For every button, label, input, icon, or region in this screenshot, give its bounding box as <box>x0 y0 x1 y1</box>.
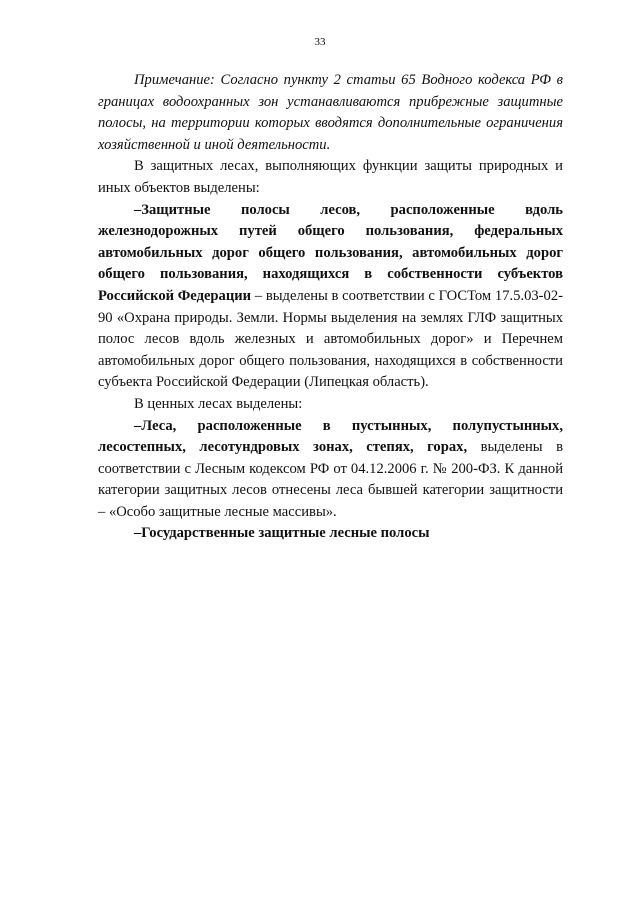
valuable-item-title: –Леса, расположенные в пустынных, полупустынных, лесостепных, лесотундровых зонах, степях, горах, <box>98 417 563 456</box>
protective-item-title: –Защитные полосы лесов, расположенные вдоль железнодорожных путей общего пользования, федеральных автомобильных дорог общего пользования, автомобильных дорог общего пользования, находящихся в собственности субъектов Российской Федерации <box>98 201 563 304</box>
valuable-item-text: выделены в соответствии с Лесным кодексом РФ от 04.12.2006 г. № 200-ФЗ. К данной категории защитных лесов отнесены леса бывшей категории защитности – «Особо защитные лесные массивы». <box>98 439 563 520</box>
protective-item-paragraph <box>98 200 563 394</box>
page-number: 33 <box>314 36 326 48</box>
state-belts-paragraph <box>98 523 563 545</box>
valuable-intro-paragraph: В ценных лесах выделены: <box>134 395 303 412</box>
protective-intro-paragraph: В защитных лесах, выполняющих функции защиты природных и иных объектов выделены: <box>98 158 563 196</box>
state-belts-title: –Государственные защитные лесные полосы <box>134 525 430 542</box>
page-content <box>98 70 563 545</box>
protective-item-text: – выделены в соответствии с ГОСТом 17.5.03-02-90 «Охрана природы. Земли. Нормы выделения на землях ГЛФ защитных полос лесов вдоль железных и автомобильных дорог» и Перечнем автомобильных дорог общего пользования, находящихся в собственности субъекта Российской Федерации (Липецкая область). <box>98 287 563 391</box>
valuable-item-paragraph <box>98 416 563 524</box>
note-paragraph: Примечание: Согласно пункту 2 статьи 65 Водного кодекса РФ в границах водоохранных зон устанавливаются прибрежные защитные полосы, на территории которых вводятся дополнительные ограничения хозяйственной и иной деятельности. <box>98 72 563 153</box>
